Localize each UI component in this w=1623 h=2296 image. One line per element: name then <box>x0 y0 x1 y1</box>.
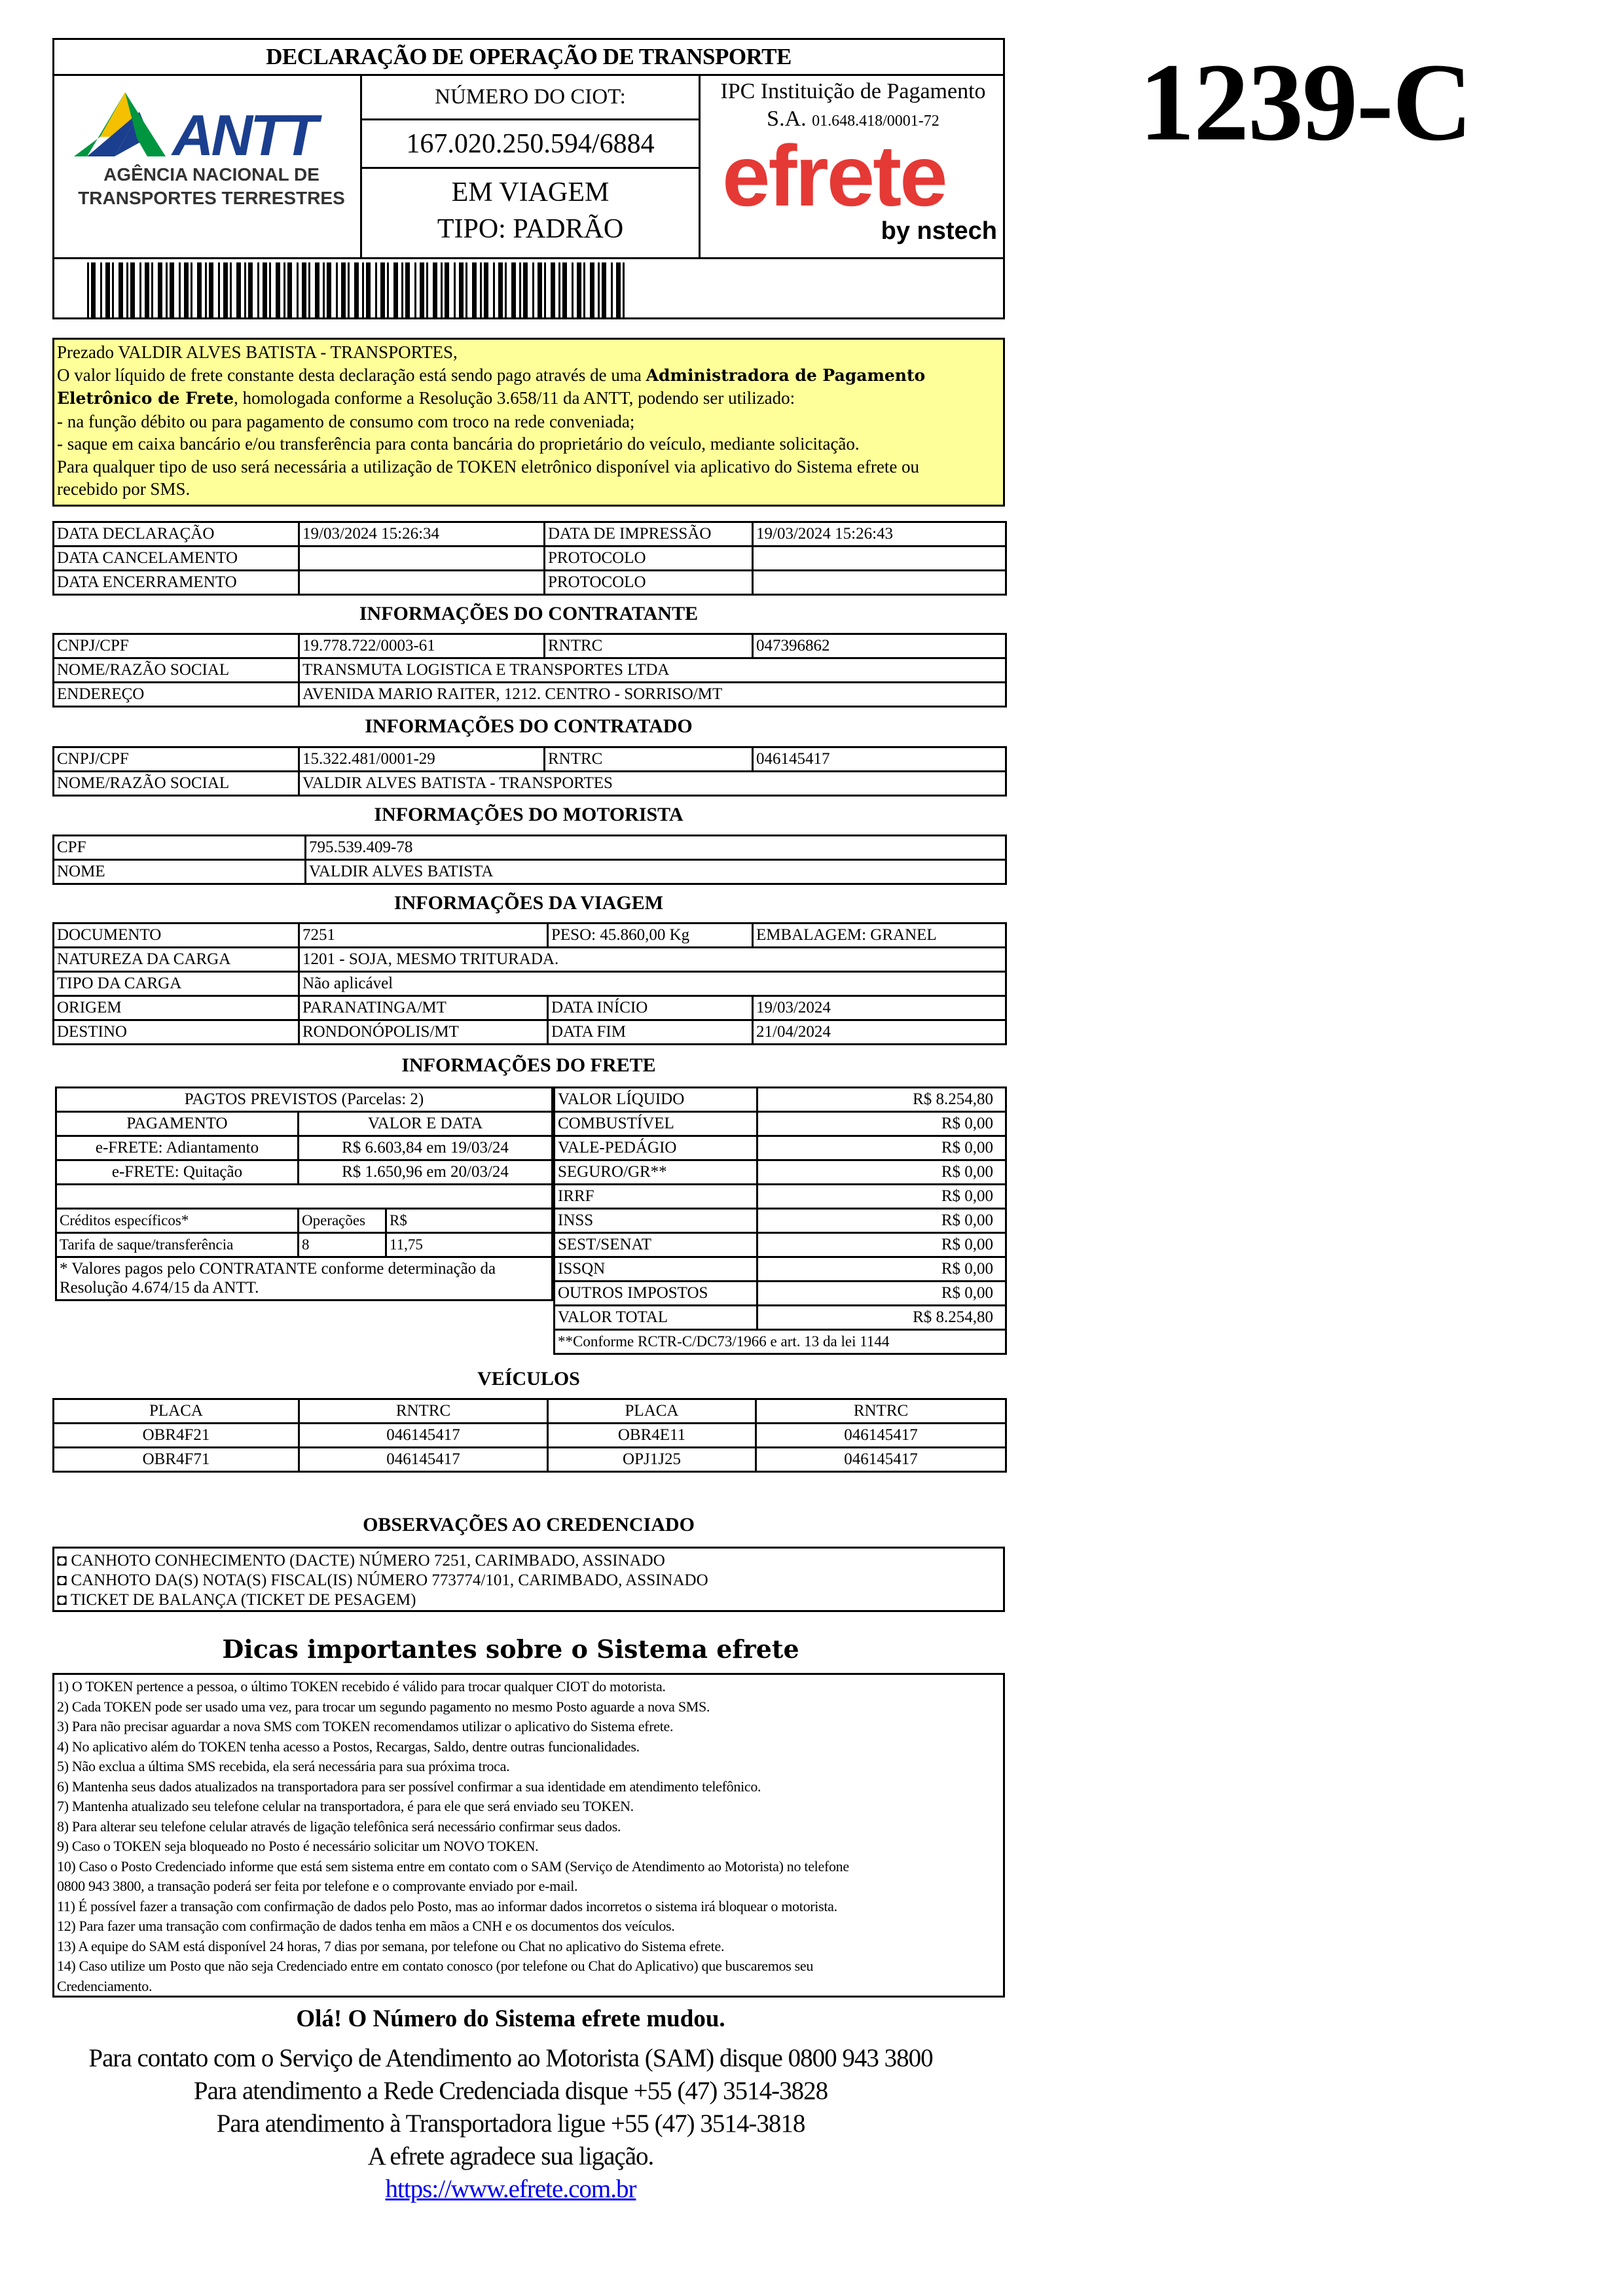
cell: CNPJ/CPF <box>54 634 299 658</box>
barcode-bar <box>184 262 189 317</box>
barcode-bar <box>375 262 377 317</box>
barcode-bar <box>519 262 521 317</box>
cell: NOME <box>54 860 306 884</box>
cell: R$ 0,00 <box>757 1112 1006 1136</box>
cell: 11,75 <box>386 1233 553 1257</box>
cell: AVENIDA MARIO RAITER, 1212. CENTRO - SORRISO/MT <box>299 683 1006 707</box>
cell: 046145417 <box>299 1448 548 1472</box>
table-row <box>54 836 1006 860</box>
cell: DATA CANCELAMENTO <box>54 547 299 571</box>
table-row <box>54 772 1006 796</box>
table-row <box>56 1160 553 1185</box>
pagamentos-table <box>55 1086 553 1301</box>
cell: IRRF <box>555 1185 757 1209</box>
barcode-bar <box>405 262 410 317</box>
table-row <box>555 1185 1006 1209</box>
barcode-bar <box>348 262 350 317</box>
table-row <box>54 996 1006 1020</box>
table-row <box>54 948 1006 972</box>
efrete-website-link[interactable]: https://www.efrete.com.br <box>385 2175 636 2203</box>
cell <box>753 571 1006 595</box>
barcode-bar <box>583 262 585 317</box>
cell: SEST/SENAT <box>555 1233 757 1257</box>
dica-line: 11) É possível fazer a transação com confirmação de dados pelo Posto, mas ao informar dados incorretos o sistema irá bloquear o motorista. <box>57 1897 837 1914</box>
cell: R$ 0,00 <box>757 1136 1006 1160</box>
cell: 795.539.409-78 <box>306 836 1006 860</box>
cell: 7251 <box>299 924 548 948</box>
barcode-bar <box>308 262 310 317</box>
cell: COMBUSTÍVEL <box>555 1112 757 1136</box>
dica-line: 14) Caso utilize um Posto que não seja Credenciado entre em contato conosco (por telefone ou Chat do Aplicativo) que buscaremos seu <box>57 1958 814 1974</box>
cell: OBR4F71 <box>54 1448 299 1472</box>
cell: ISSQN <box>555 1257 757 1282</box>
cell: R$ 0,00 <box>757 1185 1006 1209</box>
dates-table <box>52 521 1007 596</box>
cell <box>299 571 545 595</box>
barcode-bar <box>87 262 89 317</box>
cell: OBR4E11 <box>548 1424 756 1448</box>
cell: TIPO DA CARGA <box>54 972 299 996</box>
contact-thanks: A efrete agradece sua ligação. <box>367 2142 654 2170</box>
cell: R$ 0,00 <box>757 1160 1006 1185</box>
notice-bold: Administradora de Pagamento <box>646 365 926 385</box>
barcode-bar <box>433 262 437 317</box>
dica-line: 2) Cada TOKEN pode ser usado uma vez, para trocar um segundo pagamento no mesmo Posto aguarde a nova SMS. <box>57 1698 710 1715</box>
barcode-bar <box>315 262 319 317</box>
cell: DOCUMENTO <box>54 924 299 948</box>
cell: TRANSMUTA LOGISTICA E TRANSPORTES LTDA <box>299 658 1006 683</box>
barcode-bar <box>205 262 207 317</box>
table-row <box>56 1185 553 1209</box>
notice-line: - saque em caixa bancário e/ou transferência para conta bancária do proprietário do veículo, mediante solicitação. <box>57 434 860 454</box>
barcode-bar <box>244 262 246 317</box>
cell: R$ 0,00 <box>757 1257 1006 1282</box>
ciot-label: NÚMERO DO CIOT: <box>435 85 626 109</box>
barcode-bar <box>401 262 403 317</box>
motorista-table <box>52 834 1007 885</box>
table-row <box>54 1424 1006 1448</box>
table-row <box>54 924 1006 948</box>
cell: PLACA <box>548 1399 756 1424</box>
dica-line: 7) Mantenha atualizado seu telefone celular na transportadora, é para ele que será enviado seu TOKEN. <box>57 1798 634 1814</box>
cell: 1201 - SOJA, MESMO TRITURADA. <box>299 948 1006 972</box>
cell: ENDEREÇO <box>54 683 299 707</box>
notice-line: - na função débito ou para pagamento de consumo com troco na rede conveniada; <box>57 411 635 431</box>
section-title-contratado: INFORMAÇÕES DO CONTRATADO <box>365 715 693 737</box>
cell <box>299 547 545 571</box>
barcode-bar <box>197 262 202 317</box>
barcode-bar <box>170 262 174 317</box>
cell: R$ 1.650,96 em 20/03/24 <box>299 1160 553 1185</box>
cell: NATUREZA DA CARGA <box>54 948 299 972</box>
barcode-bar <box>532 262 534 317</box>
barcode-bar <box>426 262 428 317</box>
cell: 19/03/2024 15:26:34 <box>299 522 545 547</box>
checkbox-bullet-icon: ◘ <box>57 1591 71 1609</box>
antt-logo-text: ANTT <box>172 103 316 168</box>
cell: DATA DE IMPRESSÃO <box>545 522 753 547</box>
notice-line: Prezado VALDIR ALVES BATISTA - TRANSPORTES, <box>57 342 458 362</box>
section-title-viagem: INFORMAÇÕES DA VIAGEM <box>393 892 664 914</box>
cell: SEGURO/GR** <box>555 1160 757 1185</box>
payment-notice <box>52 338 1005 507</box>
cell: PAGAMENTO <box>56 1112 299 1136</box>
barcode-bar <box>230 262 232 317</box>
cell: R$ 0,00 <box>757 1209 1006 1233</box>
barcode-bar <box>166 262 168 317</box>
dica-line: Credenciamento. <box>57 1977 153 1994</box>
barcode-bar <box>302 262 306 317</box>
cell: R$ 0,00 <box>757 1233 1006 1257</box>
ipc-name: IPC Instituição de Pagamento <box>720 79 986 103</box>
table-row <box>555 1330 1006 1354</box>
dica-line: 4) No aplicativo além do TOKEN tenha acesso a Postos, Recargas, Saldo, dentre outras funcionalidades. <box>57 1738 640 1755</box>
notice-line: Eletrônico de Frete, homologada conforme a Resolução 3.658/11 da ANTT, podendo ser utilizado: <box>57 388 795 408</box>
table-row <box>54 860 1006 884</box>
table-row <box>54 1399 1006 1424</box>
barcode-bar <box>130 262 135 317</box>
checkbox-bullet-icon: ◘ <box>57 1571 71 1589</box>
barcode-bar <box>562 262 567 317</box>
barcode-bar <box>445 262 449 317</box>
observacoes-box <box>52 1547 1005 1612</box>
cell: OUTROS IMPOSTOS <box>555 1282 757 1306</box>
barcode-bar <box>112 262 114 317</box>
table-row <box>555 1233 1006 1257</box>
barcode-bar <box>623 262 625 317</box>
barcode-bar <box>558 262 560 317</box>
barcode-bar <box>590 262 594 317</box>
cell: NOME/RAZÃO SOCIAL <box>54 658 299 683</box>
barcode-bar <box>209 262 213 317</box>
barcode-bar <box>145 262 149 317</box>
barcode-bar <box>454 262 456 317</box>
cell: Não aplicável <box>299 972 1006 996</box>
barcode-bar <box>366 262 371 317</box>
cell: DATA DECLARAÇÃO <box>54 522 299 547</box>
document-code: 1239-C <box>1139 41 1472 164</box>
barcode-bar <box>269 262 271 317</box>
barcode-bar <box>387 262 389 317</box>
operation-type: TIPO: PADRÃO <box>437 214 624 244</box>
cell: 15.322.481/0001-29 <box>299 747 545 772</box>
barcode-bar <box>611 262 613 317</box>
cell: PAGTOS PREVISTOS (Parcelas: 2) <box>56 1088 553 1112</box>
cell: Créditos específicos* <box>56 1209 299 1233</box>
barcode-bar <box>139 262 141 317</box>
cell: 046145417 <box>299 1424 548 1448</box>
viagem-table <box>52 922 1007 1045</box>
cell: e-FRETE: Quitação <box>56 1160 299 1185</box>
dica-line: 1) O TOKEN pertence a pessoa, o último TOKEN recebido é válido para trocar qualquer CIOT do motorista. <box>57 1678 666 1695</box>
cell: PROTOCOLO <box>545 571 753 595</box>
cell: 19.778.722/0003-61 <box>299 634 545 658</box>
cell: OPJ1J25 <box>548 1448 756 1472</box>
notice-bold: Eletrônico de Frete <box>57 389 234 408</box>
barcode-bar <box>218 262 220 317</box>
cell: DATA INÍCIO <box>548 996 753 1020</box>
veiculos-table <box>52 1398 1007 1473</box>
barcode-bar <box>362 262 364 317</box>
cell: VALOR TOTAL <box>555 1306 757 1330</box>
barcode-bar <box>493 262 495 317</box>
notice-line: Para qualquer tipo de uso será necessária a utilização de TOKEN eletrônico disponível via aplicativo do Sistema efrete ou <box>57 456 920 476</box>
dicas-box <box>52 1673 1005 1998</box>
barcode-bar <box>441 262 443 317</box>
contratante-table <box>52 633 1007 708</box>
notice-line: O valor líquido de frete constante desta declaração está sendo pago através de uma Administradora de Pagamento <box>57 365 926 385</box>
barcode-bar <box>179 262 181 317</box>
cell: ORIGEM <box>54 996 299 1020</box>
antt-logo <box>74 91 349 248</box>
barcode-bar <box>100 262 102 317</box>
notice-line: recebido por SMS. <box>57 479 191 499</box>
efrete-logo: efrete <box>722 128 946 224</box>
header-box <box>52 38 1005 319</box>
table-row <box>54 658 1006 683</box>
antt-name-line1: AGÊNCIA NACIONAL DE <box>103 164 319 185</box>
section-title-contratante: INFORMAÇÕES DO CONTRATANTE <box>359 603 699 624</box>
barcode-bar <box>544 262 546 317</box>
cell: CNPJ/CPF <box>54 747 299 772</box>
barcode-bar <box>465 262 467 317</box>
cell: R$ 0,00 <box>757 1282 1006 1306</box>
cell: R$ 8.254,80 <box>757 1088 1006 1112</box>
barcode-bar <box>223 262 228 317</box>
cell: e-FRETE: Adiantamento <box>56 1136 299 1160</box>
cell: CPF <box>54 836 306 860</box>
barcode-bar <box>151 262 153 317</box>
frete-nota-line2: Resolução 4.674/15 da ANTT. <box>60 1279 259 1297</box>
table-row <box>56 1209 553 1233</box>
table-row <box>56 1233 553 1257</box>
cell: 046145417 <box>756 1448 1006 1472</box>
dica-line: 6) Mantenha seus dados atualizados na transportadora para ser possível confirmar a sua identidade em atendimento telefônico. <box>57 1778 761 1795</box>
cell: VALDIR ALVES BATISTA - TRANSPORTES <box>299 772 1006 796</box>
section-title-frete: INFORMAÇÕES DO FRETE <box>401 1054 656 1076</box>
cell: **Conforme RCTR-C/DC73/1966 e art. 13 da lei 1144 <box>555 1330 1006 1354</box>
cell: VALDIR ALVES BATISTA <box>306 860 1006 884</box>
cell: 046145417 <box>756 1424 1006 1448</box>
barcode-bar <box>297 262 299 317</box>
barcode-bar <box>505 262 507 317</box>
barcode-bar <box>577 262 581 317</box>
barcode-bar <box>257 262 259 317</box>
barcode-bar <box>158 262 162 317</box>
cell: RNTRC <box>299 1399 548 1424</box>
cell <box>753 547 1006 571</box>
document-title: DECLARAÇÃO DE OPERAÇÃO DE TRANSPORTE <box>266 44 792 69</box>
table-row <box>555 1257 1006 1282</box>
cell: VALOR E DATA <box>299 1112 553 1136</box>
contact-rede: Para atendimento a Rede Credenciada disque +55 (47) 3514-3828 <box>193 2077 828 2105</box>
barcode-bar <box>323 262 325 317</box>
cell: R$ 6.603,84 em 19/03/24 <box>299 1136 553 1160</box>
barcode-bar <box>327 262 331 317</box>
table-row <box>54 972 1006 996</box>
cell: RNTRC <box>545 747 753 772</box>
cell: NOME/RAZÃO SOCIAL <box>54 772 299 796</box>
contact-sam: Para contato com o Serviço de Atendimento ao Motorista (SAM) disque 0800 943 3800 <box>88 2044 933 2072</box>
dica-line: 10) Caso o Posto Credenciado informe que está sem sistema entre em contato com o SAM (Serviço de Atendimento ao Motorista) no telefone <box>57 1857 849 1874</box>
table-row <box>555 1136 1006 1160</box>
barcode-bar <box>480 262 482 317</box>
cell: Tarifa de saque/transferência <box>56 1233 299 1257</box>
valores-table <box>553 1086 1007 1355</box>
barcode-bar <box>484 262 488 317</box>
barcode-bar <box>498 262 503 317</box>
table-row <box>54 1448 1006 1472</box>
cell: R$ 8.254,80 <box>757 1306 1006 1330</box>
barcode-bar <box>119 262 123 317</box>
cell: OBR4F21 <box>54 1424 299 1448</box>
footer-title: Olá! O Número do Sistema efrete mudou. <box>296 2005 725 2032</box>
cell: R$ <box>386 1209 553 1233</box>
cell: 21/04/2024 <box>753 1020 1006 1045</box>
checkbox-bullet-icon: ◘ <box>57 1552 71 1570</box>
barcode-bar <box>287 262 292 317</box>
barcode-bar <box>336 262 338 317</box>
table-row <box>555 1160 1006 1185</box>
cell: PARANATINGA/MT <box>299 996 548 1020</box>
barcode-bar <box>283 262 285 317</box>
barcode-bar <box>523 262 528 317</box>
cell: DESTINO <box>54 1020 299 1045</box>
cell: Operações <box>299 1209 386 1233</box>
barcode-bar <box>354 262 359 317</box>
table-row <box>54 683 1006 707</box>
barcode-bar <box>551 262 555 317</box>
cell: DATA ENCERRAMENTO <box>54 571 299 595</box>
frete-nota-line1: * Valores pagos pelo CONTRATANTE conforme determinação da <box>60 1260 496 1278</box>
nstech-logo: by nstech <box>881 217 997 245</box>
ipc-sa: S.A. <box>767 107 807 131</box>
cell: RONDONÓPOLIS/MT <box>299 1020 548 1045</box>
antt-name-line2: TRANSPORTES TERRESTRES <box>78 188 345 208</box>
dica-line: 8) Para alterar seu telefone celular através de ligação telefônica será necessário confirmar seus dados. <box>57 1818 621 1835</box>
barcode-bar <box>91 262 96 317</box>
cell: DATA FIM <box>548 1020 753 1045</box>
barcode-bar <box>459 262 464 317</box>
list-item: ◘ CANHOTO DA(S) NOTA(S) FISCAL(IS) NÚMERO 773774/101, CARIMBADO, ASSINADO <box>57 1571 708 1589</box>
barcode-bar <box>602 262 606 317</box>
ipc-cnpj: 01.648.418/0001-72 <box>812 113 939 130</box>
barcode-bar <box>420 262 424 317</box>
barcode-bar <box>380 262 385 317</box>
dica-line: 9) Caso o TOKEN seja bloqueado no Posto é necessário solicitar um NOVO TOKEN. <box>57 1838 539 1854</box>
barcode-bar <box>511 262 516 317</box>
barcode-bar <box>126 262 128 317</box>
table-row <box>54 571 1006 595</box>
table-row <box>555 1209 1006 1233</box>
barcode-bar <box>538 262 542 317</box>
table-row <box>56 1257 553 1300</box>
cell: 046145417 <box>753 747 1006 772</box>
barcode-bar <box>472 262 477 317</box>
barcode-bar <box>572 262 574 317</box>
table-row <box>555 1306 1006 1330</box>
table-row <box>54 1020 1006 1045</box>
section-title-motorista: INFORMAÇÕES DO MOTORISTA <box>374 804 684 825</box>
barcode-bar <box>276 262 280 317</box>
cell: 19/03/2024 15:26:43 <box>753 522 1006 547</box>
operation-status: EM VIAGEM <box>451 177 610 207</box>
contratado-table <box>52 746 1007 797</box>
barcode-bar <box>414 262 416 317</box>
dicas-title: Dicas importantes sobre o Sistema efrete <box>222 1634 799 1664</box>
cell: PROTOCOLO <box>545 547 753 571</box>
barcode-bar <box>616 262 621 317</box>
ciot-barcode <box>87 262 630 317</box>
table-row <box>54 522 1006 547</box>
barcode-bar <box>598 262 600 317</box>
barcode-bar <box>191 262 192 317</box>
barcode-bar <box>263 262 267 317</box>
cell: 19/03/2024 <box>753 996 1006 1020</box>
contact-transportadora: Para atendimento à Transportadora ligue +55 (47) 3514-3818 <box>216 2109 805 2138</box>
cell: INSS <box>555 1209 757 1233</box>
cell: EMBALAGEM: GRANEL <box>753 924 1006 948</box>
dica-line: 5) Não exclua a última SMS recebida, ela será necessária para sua próxima troca. <box>57 1758 510 1774</box>
cell: PLACA <box>54 1399 299 1424</box>
ciot-number: 167.020.250.594/6884 <box>406 129 655 159</box>
section-title-observacoes: OBSERVAÇÕES AO CREDENCIADO <box>363 1514 695 1535</box>
list-item: ◘ CANHOTO CONHECIMENTO (DACTE) NÚMERO 7251, CARIMBADO, ASSINADO <box>57 1552 665 1570</box>
table-row <box>555 1282 1006 1306</box>
list-item: ◘ TICKET DE BALANÇA (TICKET DE PESAGEM) <box>57 1591 416 1609</box>
dica-line: 12) Para fazer uma transação com confirmação de dados tenha em mãos a CNH e os documentos dos veículos. <box>57 1918 675 1934</box>
table-row <box>555 1088 1006 1112</box>
barcode-bar <box>105 262 110 317</box>
barcode-bar <box>248 262 253 317</box>
cell: RNTRC <box>545 634 753 658</box>
barcode-bar <box>341 262 346 317</box>
table-row <box>54 634 1006 658</box>
dica-line: 13) A equipe do SAM está disponível 24 horas, 7 dias por semana, por telefone ou Chat no aplicativo do Sistema efrete. <box>57 1937 725 1954</box>
cell: 047396862 <box>753 634 1006 658</box>
table-row <box>56 1088 553 1112</box>
table-row <box>555 1112 1006 1136</box>
barcode-bar <box>393 262 398 317</box>
cell: 8 <box>299 1233 386 1257</box>
cell: PESO: 45.860,00 Kg <box>548 924 753 948</box>
dica-line: 3) Para não precisar aguardar a nova SMS com TOKEN recomendamos utilizar o aplicativo do Sistema efrete. <box>57 1718 674 1734</box>
barcode-bar <box>236 262 241 317</box>
dica-line: 0800 943 3800, a transação poderá ser feita por telefone e o comprovante enviado por e-mail. <box>57 1878 578 1894</box>
table-row <box>56 1112 553 1136</box>
table-row <box>54 547 1006 571</box>
table-row <box>56 1136 553 1160</box>
table-row <box>54 747 1006 772</box>
cell: RNTRC <box>756 1399 1006 1424</box>
cell: VALE-PEDÁGIO <box>555 1136 757 1160</box>
cell: VALOR LÍQUIDO <box>555 1088 757 1112</box>
cell <box>56 1185 553 1209</box>
section-title-veiculos: VEÍCULOS <box>477 1368 580 1390</box>
